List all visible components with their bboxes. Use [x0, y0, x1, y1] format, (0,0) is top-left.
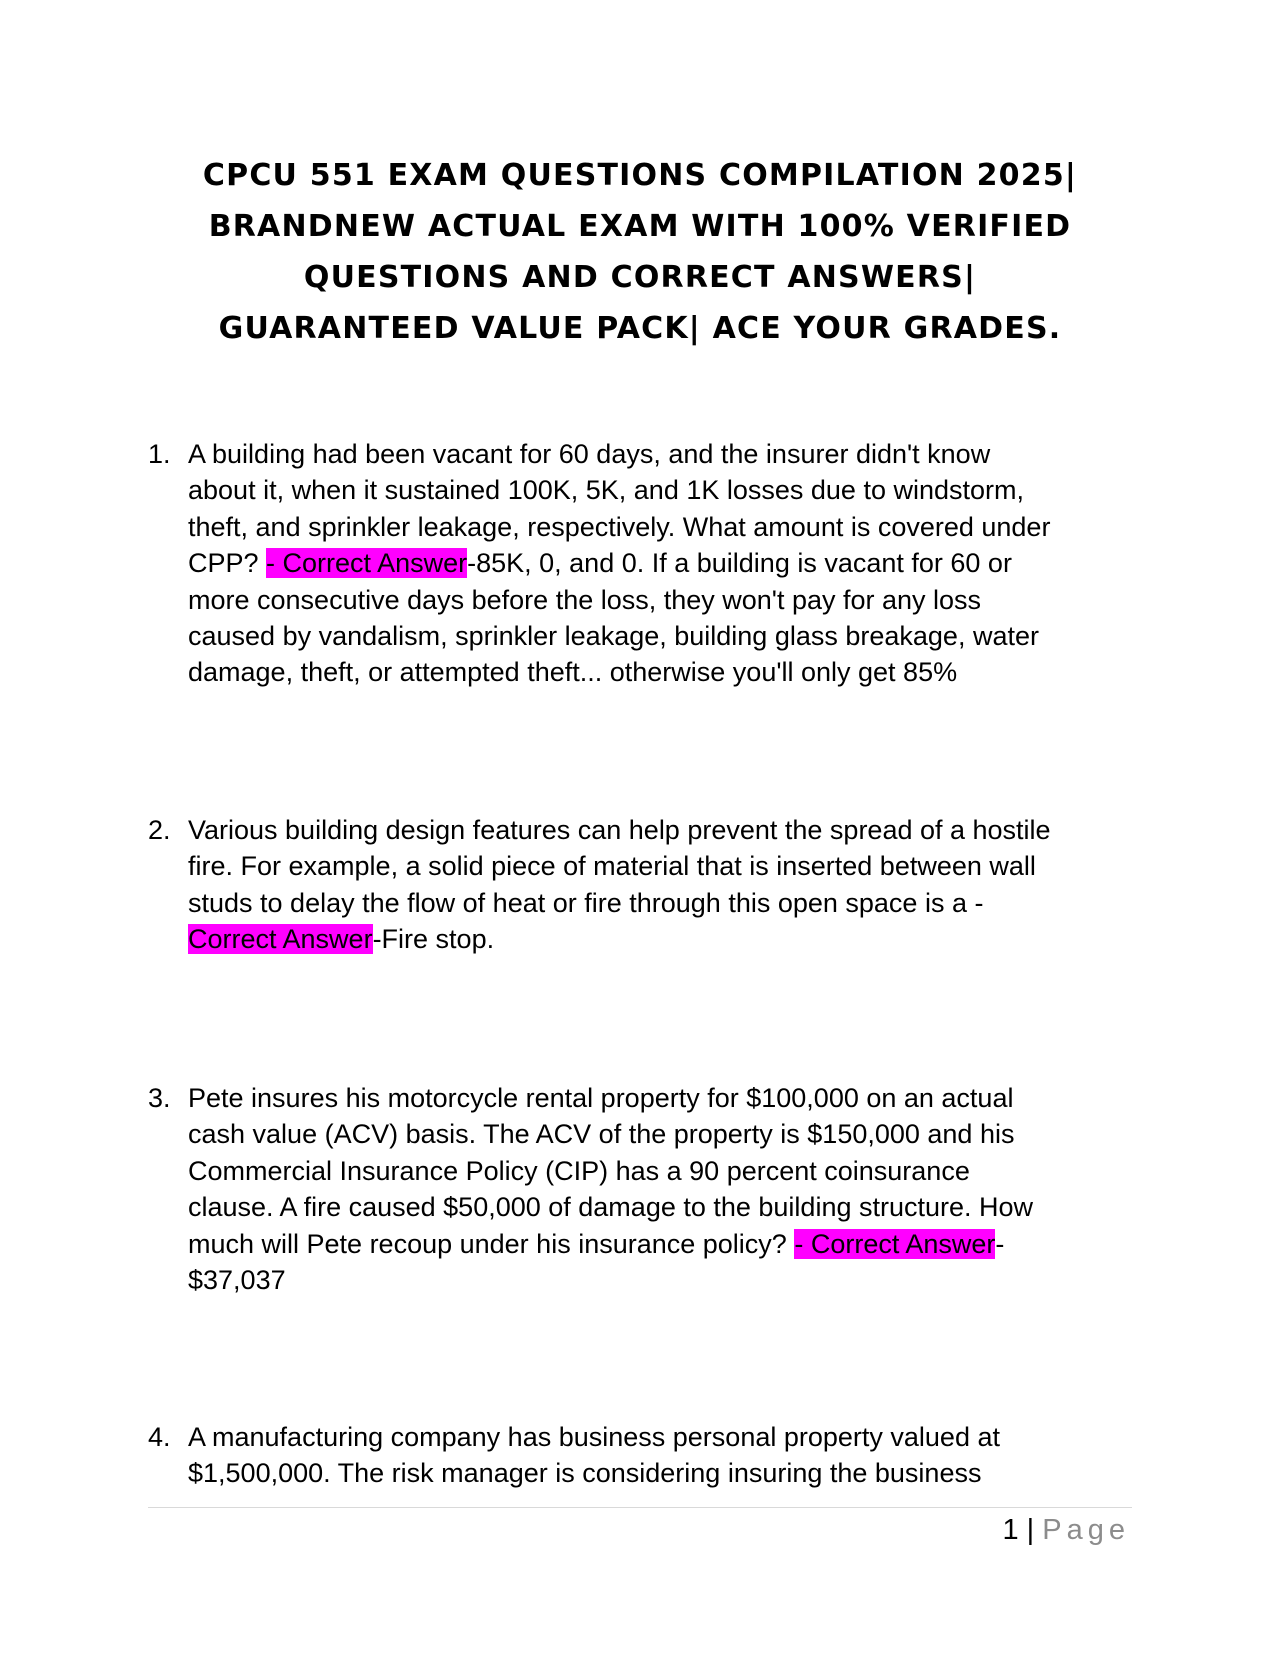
question-line: $1,500,000. The risk manager is considering insuring the business [188, 1458, 982, 1489]
page-separator: | [1018, 1514, 1043, 1546]
question-line: Various building design features can help prevent the spread of a hostile [188, 815, 1051, 845]
correct-answer-highlight: Correct Answer [188, 924, 373, 955]
page-number: 1 [1002, 1514, 1019, 1546]
question-line: Commercial Insurance Policy (CIP) has a 90 percent coinsurance [188, 1155, 970, 1186]
question-text-segment: much will Pete recoup under his insurance policy? [188, 1228, 795, 1259]
question-item [148, 812, 1148, 958]
answer-text: -Fire stop. [372, 924, 495, 955]
question-line [188, 545, 1168, 581]
question-line [188, 1226, 1168, 1262]
question-line: Pete insures his motorcycle rental property for $100,000 on an actual [188, 1083, 1014, 1113]
question-text-segment: CPP? [188, 548, 267, 579]
question-text [188, 812, 1168, 958]
answer-line: caused by vandalism, sprinkler leakage, building glass breakage, water [188, 621, 1039, 652]
question-item [148, 1080, 1148, 1298]
title-line-4: GUARANTEED VALUE PACK| ACE YOUR GRADES. [218, 311, 1062, 346]
page-footer [1002, 1511, 1130, 1549]
answer-line: damage, theft, or attempted theft... otherwise you'll only get 85% [188, 657, 958, 688]
question-number: 2. [148, 815, 171, 845]
answer-line: more consecutive days before the loss, they won't pay for any loss [188, 584, 982, 615]
question-line: about it, when it sustained 100K, 5K, and 1K losses due to windstorm, [188, 475, 1024, 506]
question-number: 1. [148, 439, 171, 469]
question-line: A building had been vacant for 60 days, and the insurer didn't know [188, 439, 991, 469]
question-item [148, 436, 1148, 691]
answer-text: -85K, 0, and 0. If a building is vacant for 60 or [467, 548, 1012, 579]
question-number: 3. [148, 1083, 171, 1113]
question-line: clause. A fire caused $50,000 of damage to the building structure. How [188, 1192, 1034, 1223]
question-text [188, 436, 1168, 691]
title-line-2: BRANDNEW ACTUAL EXAM WITH 100% VERIFIED [208, 209, 1072, 244]
correct-answer-highlight: - Correct Answer [794, 1228, 996, 1259]
correct-answer-highlight: - Correct Answer [266, 548, 468, 579]
question-line: fire. For example, a solid piece of material that is inserted between wall [188, 851, 1036, 882]
answer-line: $37,037 [188, 1265, 286, 1296]
page-label: Page [1042, 1514, 1130, 1546]
title-line-1: CPCU 551 EXAM QUESTIONS COMPILATION 2025| [202, 158, 1078, 193]
question-line: cash value (ACV) basis. The ACV of the property is $150,000 and his [188, 1119, 1015, 1150]
question-text [188, 1419, 1168, 1492]
footer-divider [148, 1507, 1132, 1508]
question-line [188, 921, 1168, 957]
question-number: 4. [148, 1422, 171, 1452]
question-line: A manufacturing company has business personal property valued at [188, 1422, 1000, 1452]
document-title [150, 150, 1130, 354]
question-item [148, 1419, 1148, 1492]
answer-text: - [995, 1228, 1005, 1259]
question-line: theft, and sprinkler leakage, respectively. What amount is covered under [188, 511, 1051, 542]
question-line: studs to delay the flow of heat or fire through this open space is a - [188, 887, 984, 918]
title-line-3: QUESTIONS AND CORRECT ANSWERS| [303, 260, 977, 295]
question-text [188, 1080, 1168, 1298]
